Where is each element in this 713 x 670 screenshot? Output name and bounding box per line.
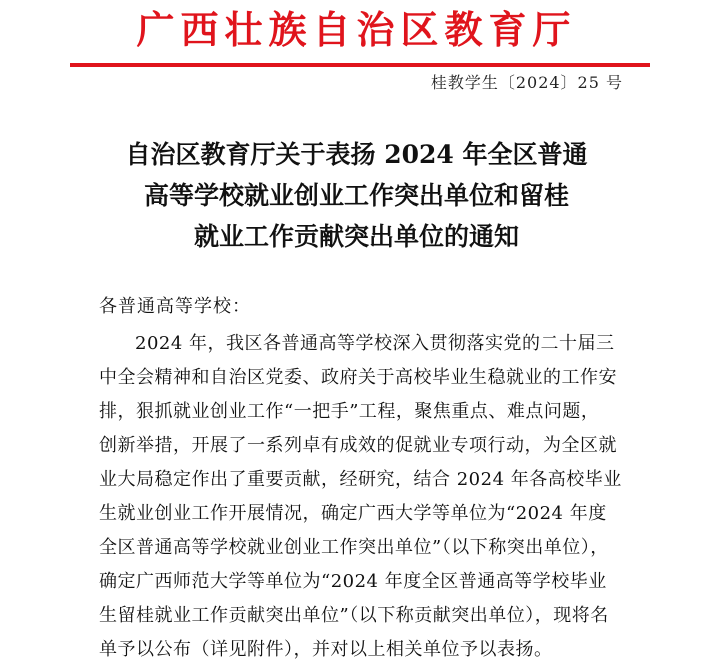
title-line-3: 就业工作贡献突出单位的通知 <box>193 222 519 251</box>
body-line-4: 创新举措，开展了一系列卓有成效的促就业专项行动，为全区就 <box>99 435 617 456</box>
body-line-3: 排，狠抓就业创业工作“一把手”工程，聚焦重点、难点问题， <box>99 401 600 422</box>
red-header-rule <box>70 63 650 67</box>
title-line-1: 自治区教育厅关于表扬 2024 年全区普通 <box>125 140 588 169</box>
body-line-5: 业大局稳定作出了重要贡献，经研究，结合 2024 年各高校毕业 <box>99 469 622 490</box>
body-line-7: 全区普通高等学校就业创业工作突出单位”（以下称突出单位）， <box>99 537 609 558</box>
body-line-8: 确定广西师范大学等单位为“2024 年度全区普通高等学校毕业 <box>99 571 607 592</box>
body-paragraph <box>99 327 639 667</box>
body-line-1: 2024 年，我区各普通高等学校深入贯彻落实党的二十届三 <box>135 333 615 354</box>
document-title <box>0 134 713 257</box>
body-line-9: 生留桂就业工作贡献突出单位”（以下称贡献突出单位），现将名 <box>99 605 609 626</box>
body-line-6: 生就业创业工作开展情况，确定广西大学等单位为“2024 年度 <box>99 503 607 524</box>
body-line-2: 中全会精神和自治区党委、政府关于高校毕业生稳就业的工作安 <box>99 367 617 388</box>
document-number: 桂教学生〔2024〕25 号 <box>430 73 623 92</box>
body-line-10: 单予以公布（详见附件），并对以上相关单位予以表扬。 <box>99 639 553 660</box>
title-line-2: 高等学校就业创业工作突出单位和留桂 <box>143 181 569 210</box>
salutation: 各普通高等学校： <box>99 296 251 317</box>
issuing-agency-header: 广西壮族自治区教育厅 <box>136 7 577 52</box>
